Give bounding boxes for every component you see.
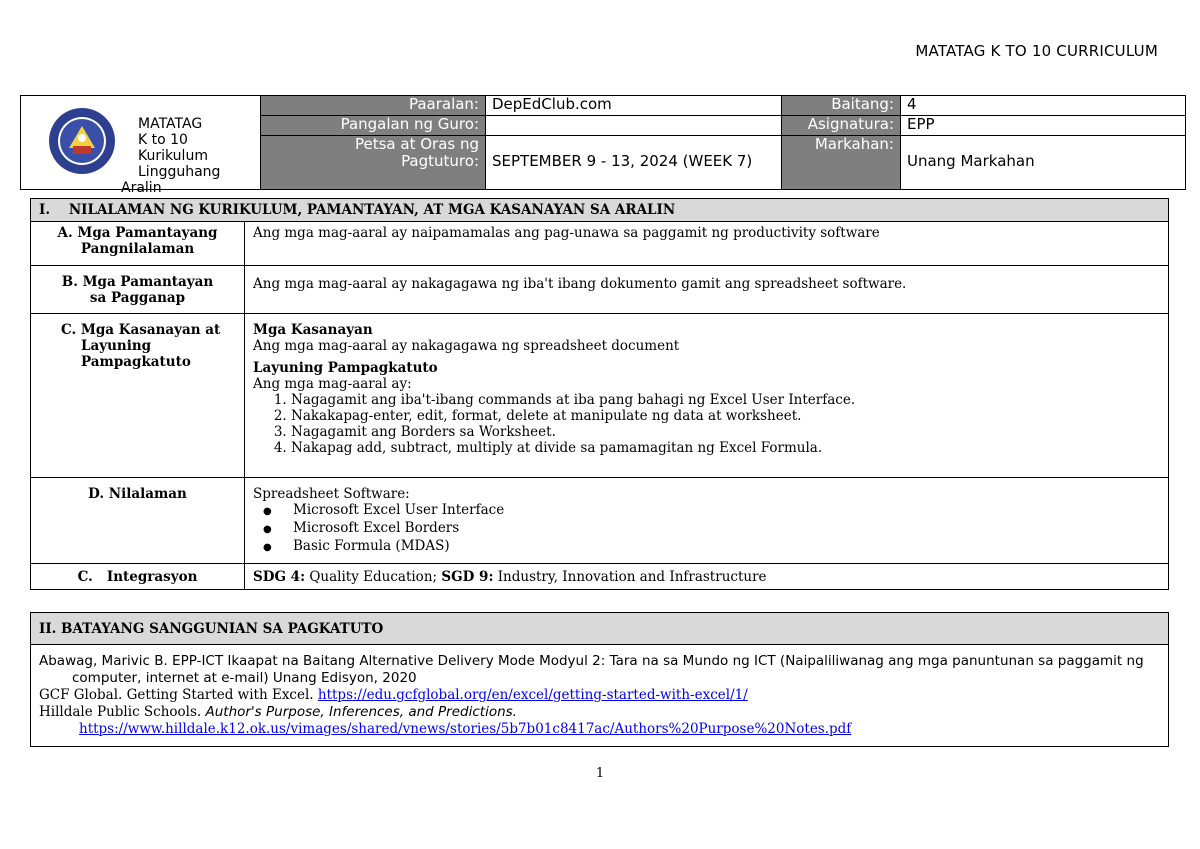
row-label-line: Pampagkatuto — [81, 354, 191, 370]
subject-value: EPP — [901, 116, 1186, 136]
row-label-competencies — [31, 314, 245, 478]
competencies-subtitle: Mga Kasanayan — [253, 322, 373, 338]
title-line: Lingguhang — [138, 164, 221, 180]
date-label — [261, 136, 486, 190]
integration-text — [245, 564, 1169, 590]
row-label-line: A. Mga Pamantayang — [57, 225, 218, 241]
date-value — [486, 136, 782, 190]
teacher-value — [486, 116, 782, 136]
sdg4-text: Quality Education; — [305, 568, 442, 585]
title-line: MATATAG — [138, 116, 203, 132]
logo-cell — [21, 96, 261, 196]
references-body — [31, 645, 1169, 747]
objective-item: 2. Nakakapag-enter, edit, format, delete at manipulate ng data at worksheet. — [291, 408, 1160, 424]
reference-1: Abawag, Marivic B. EPP-ICT Ikaapat na Baitang Alternative Delivery Mode Modyul 2: Tara na sa Mundo ng ICT (Naipaliliwanag ang mga panuntunan sa paggamit ng computer, internet at e-mail) Unang Edisyon, 2020 — [39, 653, 1144, 686]
objective-item: 1. Nagagamit ang iba't-ibang commands at iba pang bahagi ng Excel User Interface. — [291, 392, 1160, 408]
competencies-content — [245, 314, 1169, 478]
sdg4-label: SDG 4: — [253, 568, 306, 585]
teacher-label: Pangalan ng Guro: — [261, 116, 486, 136]
performance-standards-text: Ang mga mag-aaral ay nakagagawa ng iba't ibang dokumento gamit ang spreadsheet software. — [245, 266, 1169, 314]
sgd9-label: SGD 9: — [441, 568, 494, 585]
objective-item: 4. Nakapag add, subtract, multiply at divide sa pamamagitan ng Excel Formula. — [291, 440, 1160, 456]
school-value: DepEdClub.com — [486, 96, 782, 116]
row-label-line: Layuning — [81, 338, 152, 354]
date-label-line: Pagtuturo: — [401, 152, 479, 171]
reference-2-link[interactable]: https://edu.gcfglobal.org/en/excel/getting-started-with-excel/1/ — [317, 687, 748, 703]
content-standards-text: Ang mga mag-aaral ay naipamamalas ang pag-unawa sa paggamit ng productivity software — [245, 222, 1169, 266]
row-label-integration: C. Integrasyon — [31, 564, 245, 590]
page-number: 1 — [595, 766, 605, 781]
reference-3-link-line — [39, 721, 1160, 738]
row-label-content-standards — [31, 222, 245, 266]
reference-3-text: Hilldale Public Schools. — [39, 704, 206, 720]
reference-2 — [39, 687, 1160, 704]
section-2-title: II. BATAYANG SANGGUNIAN SA PAGKATUTO — [31, 613, 1169, 645]
deped-seal-icon — [47, 106, 117, 176]
reference-2-text: GCF Global. Getting Started with Excel. — [39, 687, 318, 703]
row-label-line: C. Mga Kasanayan at — [61, 322, 221, 338]
content-intro: Spreadsheet Software: — [253, 486, 410, 502]
objectives-intro: Ang mga mag-aaral ay: — [253, 376, 412, 392]
quarter-value — [901, 136, 1186, 190]
grade-label: Baitang: — [782, 96, 901, 116]
row-label-content: D. Nilalaman — [31, 478, 245, 564]
quarter-value-text: Unang Markahan — [907, 152, 1035, 171]
competencies-text: Ang mga mag-aaral ay nakagagawa ng spreadsheet document — [253, 338, 680, 354]
row-label-performance-standards — [31, 266, 245, 314]
school-label: Paaralan: — [261, 96, 486, 116]
content-body — [245, 478, 1169, 564]
title-line: K to 10 Kurikulum — [138, 132, 208, 164]
content-list — [253, 502, 1160, 556]
objectives-list — [253, 392, 1160, 456]
lesson-title-block — [121, 116, 260, 196]
content-item: ● Microsoft Excel Borders — [259, 520, 1160, 538]
subject-label: Asignatura: — [782, 116, 901, 136]
row-label-line: Pangnilalaman — [80, 241, 195, 257]
sgd9-text: Industry, Innovation and Infrastructure — [493, 568, 767, 585]
grade-value: 4 — [901, 96, 1186, 116]
section-1-title: I. NILALAMAN NG KURIKULUM, PAMANTAYAN, AT MGA KASANAYAN SA ARALIN — [31, 199, 1169, 222]
section-references-table — [30, 612, 1169, 747]
curriculum-header: MATATAG K TO 10 CURRICULUM — [915, 42, 1158, 60]
content-item: ● Basic Formula (MDAS) — [259, 538, 1160, 556]
title-line: Aralin — [121, 180, 162, 196]
reference-3-title: Author's Purpose, Inferences, and Predictions. — [205, 704, 517, 720]
reference-3 — [39, 704, 1160, 721]
quarter-label: Markahan: — [782, 136, 901, 190]
objective-item: 3. Nagagamit ang Borders sa Worksheet. — [291, 424, 1160, 440]
row-label-line: B. Mga Pamantayan — [61, 274, 214, 290]
content-item: ● Microsoft Excel User Interface — [259, 502, 1160, 520]
objectives-subtitle: Layuning Pampagkatuto — [253, 360, 438, 376]
row-label-line: sa Pagganap — [89, 290, 186, 306]
lesson-header-table — [20, 95, 1186, 196]
reference-3-link[interactable]: https://www.hilldale.k12.ok.us/vimages/shared/vnews/stories/5b7b01c8417ac/Authors%20Purpose%20Notes.pdf — [79, 721, 852, 737]
date-value-text: SEPTEMBER 9 - 13, 2024 (WEEK 7) — [492, 152, 753, 171]
date-label-line: Petsa at Oras ng — [354, 135, 479, 154]
section-curriculum-table — [30, 198, 1169, 590]
